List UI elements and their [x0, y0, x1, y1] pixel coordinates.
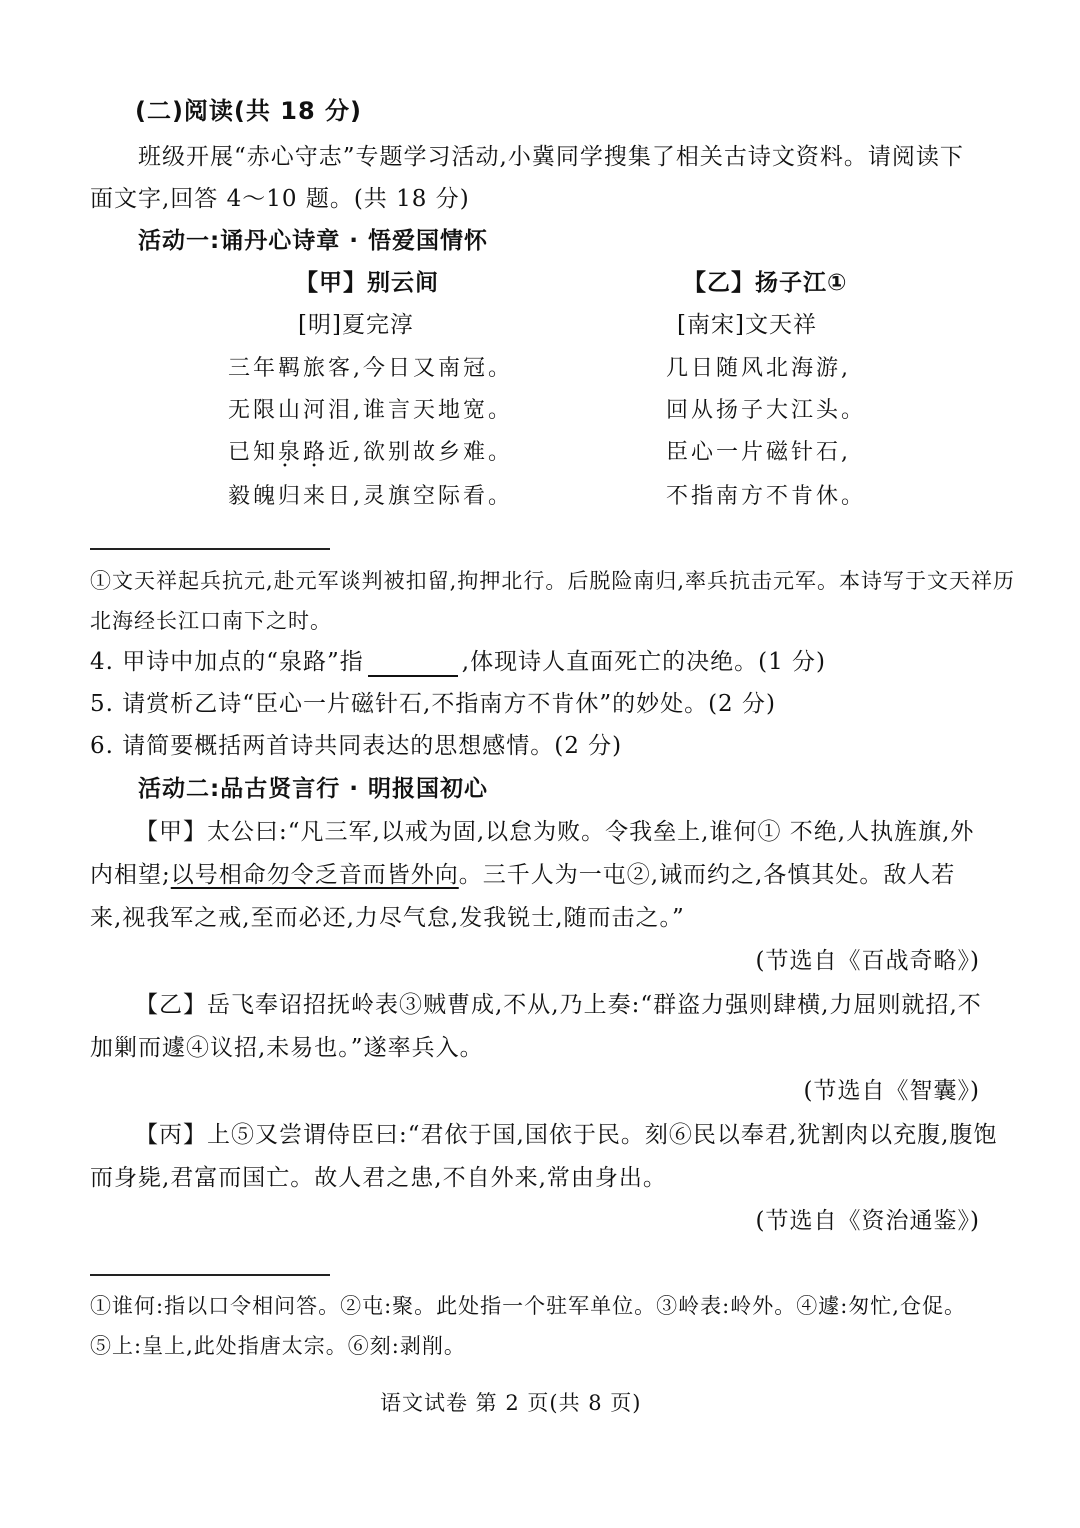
text-a-line-3: 来,视我军之戒,至而必还,力尽气怠,发我锐士,随而击之。”: [90, 905, 685, 931]
note-1-line-1: ①文天祥起兵抗元,赴元军谈判被扣留,拘押北行。后脱险南归,率兵抗击元军。本诗写于文天祥历: [90, 569, 1016, 593]
poem-a-line-4: 毅魄归来日,灵旗空际看。: [228, 484, 513, 509]
note-1-line-2: 北海经长江口南下之时。: [90, 609, 332, 633]
poem-a-line-3: [228, 438, 513, 468]
question-5: 5. 请赏析乙诗“臣心一片磁针石,不指南方不肯休”的妙处。(2 分): [90, 691, 776, 717]
activity2-title: 活动二:品古贤言行 · 明报国初心: [138, 776, 488, 802]
intro-line-1: 班级开展“赤心守志”专题学习活动,小冀同学搜集了相关古诗文资料。请阅读下: [138, 144, 964, 170]
poem-b-line-4: 不指南方不肯休。: [666, 484, 867, 509]
activity1-title: 活动一:诵丹心诗章 · 悟爱国情怀: [138, 228, 488, 254]
text-b-source: (节选自《智囊》): [803, 1078, 980, 1104]
poem-b-line-3: 臣心一片磁针石,: [666, 440, 851, 465]
section-title: (二)阅读(共 18 分): [135, 97, 362, 125]
poem-a-line-2: 无限山河泪,谁言天地宽。: [228, 398, 513, 423]
footnote-divider-2: [90, 1274, 330, 1276]
text-a-line-1: 【甲】太公曰:“凡三军,以戒为固,以怠为败。令我垒上,谁何① 不绝,人执旌旗,外: [135, 819, 975, 845]
poem-a-author: [明]夏完淳: [298, 312, 414, 338]
underlined-sentence: 以号相命勿令乏音而皆外向: [170, 862, 459, 888]
question-4-post: ,体现诗人直面死亡的决绝。(1 分): [461, 649, 826, 675]
page-footer: 语文试卷 第 2 页(共 8 页): [380, 1391, 642, 1415]
question-6: 6. 请简要概括两首诗共同表达的思想感情。(2 分): [90, 733, 623, 759]
poem-b-author: [南宋]文天祥: [677, 312, 817, 338]
text-a-line-2: [90, 860, 955, 890]
dotted-word-quanlu: 泉路 • •: [278, 440, 328, 465]
poem-b-line-2: 回从扬子大江头。: [666, 398, 867, 423]
note-2-line-2: ⑤上:皇上,此处指唐太宗。⑥刻:剥削。: [90, 1334, 466, 1358]
text-a-line-2-pre: 内相望;: [90, 862, 171, 888]
text-b-line-1: 【乙】岳飞奉诏招抚岭表③贼曹成,不从,乃上奏:“群盗力强则肆横,力屈则就招,不: [135, 992, 982, 1018]
text-c-line-2: 而身毙,君富而国亡。故人君之患,不自外来,常由身出。: [90, 1165, 667, 1191]
text-c-line-1: 【丙】上⑤又尝谓侍臣曰:“君依于国,国依于民。刻⑥民以奉君,犹割肉以充腹,腹饱: [135, 1122, 998, 1148]
answer-blank[interactable]: [368, 653, 458, 677]
text-a-line-2-post: 。三千人为一屯②,诫而约之,各慎其处。敌人若: [458, 862, 956, 888]
poem-a-title: 【甲】别云间: [295, 270, 439, 296]
question-4-pre: 4. 甲诗中加点的“泉路”指: [90, 649, 364, 675]
footnote-divider-1: [90, 548, 330, 550]
poem-b-line-1: 几日随风北海游,: [666, 356, 851, 381]
poem-b-title: 【乙】扬子江①: [683, 270, 848, 296]
text-b-line-2: 加剿而遽④议招,未易也。”遂率兵入。: [90, 1035, 484, 1061]
text-c-source: (节选自《资治通鉴》): [755, 1208, 980, 1234]
question-4: [90, 647, 826, 677]
note-2-line-1: ①谁何:指以口令相问答。②屯:聚。此处指一个驻军单位。③岭表:岭外。④遽:匆忙,仓促。: [90, 1294, 966, 1318]
text-a-source: (节选自《百战奇略》): [755, 948, 980, 974]
intro-line-2: 面文字,回答 4～10 题。(共 18 分): [90, 186, 470, 212]
poem-a-line-1: 三年羁旅客,今日又南冠。: [228, 356, 513, 381]
poem-a-line-3-post: 近,欲别故乡难。: [328, 440, 514, 465]
poem-a-line-3-pre: 已知: [228, 440, 279, 465]
